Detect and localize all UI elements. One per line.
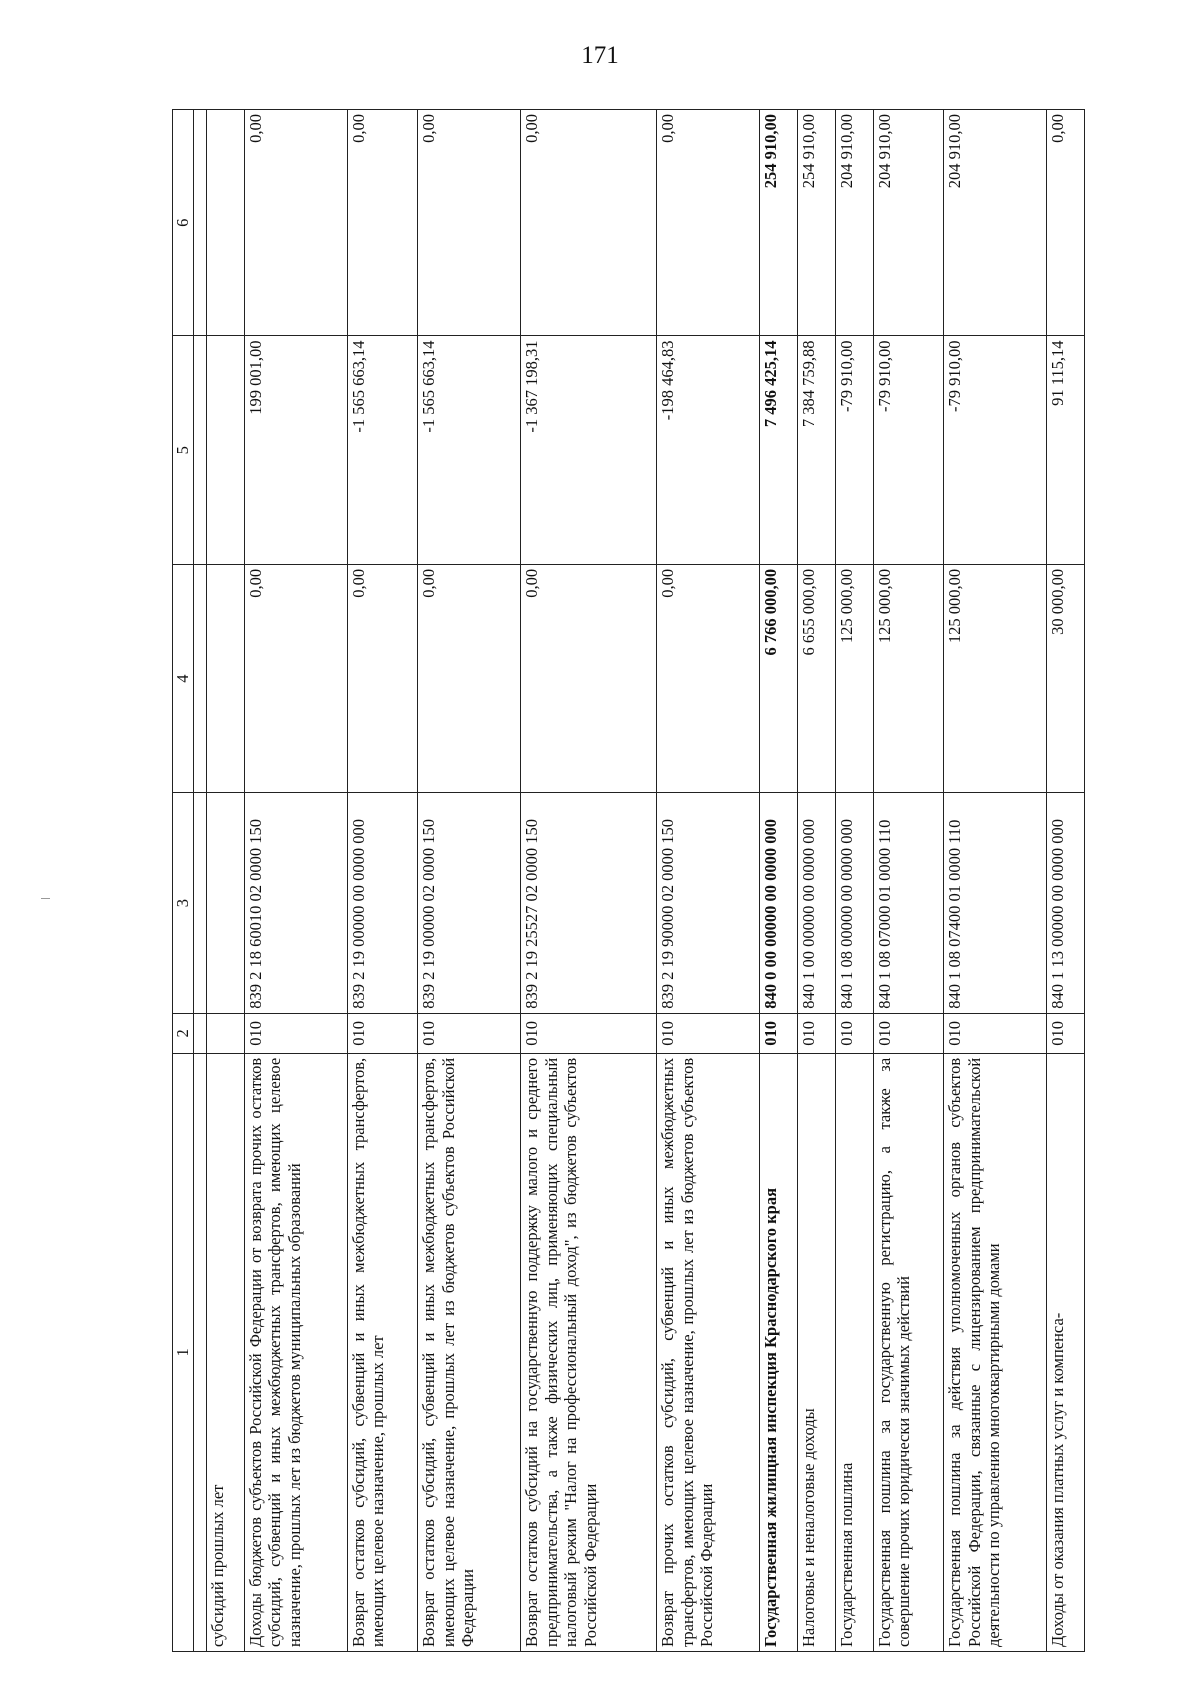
- row-value-6: 204 910,00: [873, 110, 943, 336]
- row-value-5: 91 115,14: [1047, 336, 1085, 564]
- row-value-5: -198 464,83: [657, 336, 760, 564]
- row-name: субсидий прошлых лет: [207, 1053, 245, 1651]
- row-code: 010: [347, 1013, 417, 1053]
- row-name: Возврат остатков субсидий на государственную поддержку малого и среднего предпринимательства, а также физических лиц, применяющих специальный налоговый режим "Налог на профессиональный доход", из бюджетов субъектов Российской Федерации: [521, 1053, 657, 1651]
- row-name: Возврат остатков субсидий, субвенций и иных межбюджетных трансфертов, имеющих целевое назначение, прошлых лет: [347, 1053, 417, 1651]
- table-row: [244, 110, 347, 1652]
- page-number: 171: [581, 42, 619, 69]
- row-code: 010: [418, 1013, 521, 1053]
- row-value-6: 0,00: [418, 110, 521, 336]
- row-name: Государственная жилищная инспекция Краснодарского края: [760, 1053, 798, 1651]
- row-kbk: 840 1 08 07400 01 0000 110: [944, 793, 1047, 1013]
- header-col-5: 5: [173, 336, 194, 564]
- row-code: 010: [798, 1013, 836, 1053]
- row-value-5: -79 910,00: [873, 336, 943, 564]
- scan-mark: [41, 898, 50, 899]
- row-value-6: 0,00: [244, 110, 347, 336]
- row-kbk: 839 2 19 90000 02 0000 150: [657, 793, 760, 1013]
- row-code: 010: [657, 1013, 760, 1053]
- row-value-5: 199 001,00: [244, 336, 347, 564]
- row-value-4: 0,00: [657, 564, 760, 792]
- row-name: Государственная пошлина: [835, 1053, 873, 1651]
- row-name: Налоговые и неналоговые доходы: [798, 1053, 836, 1651]
- row-value-4: [207, 564, 245, 792]
- row-code: 010: [760, 1013, 798, 1053]
- header-col-3: 3: [173, 793, 194, 1013]
- row-kbk: 839 2 18 60010 02 0000 150: [244, 793, 347, 1013]
- spacer-cell: [194, 336, 207, 564]
- row-value-4: 0,00: [521, 564, 657, 792]
- row-kbk: 840 1 08 00000 00 0000 000: [835, 793, 873, 1013]
- spacer-cell: [194, 1013, 207, 1053]
- row-name: Государственная пошлина за государственную регистрацию, а также за совершение прочих юридически значимых действий: [873, 1053, 943, 1651]
- row-value-6: 254 910,00: [798, 110, 836, 336]
- row-value-5: 7 496 425,14: [760, 336, 798, 564]
- row-value-6: [207, 110, 245, 336]
- row-value-6: 0,00: [657, 110, 760, 336]
- row-code: 010: [944, 1013, 1047, 1053]
- row-code: [207, 1013, 245, 1053]
- row-code: 010: [1047, 1013, 1085, 1053]
- header-row: [173, 110, 194, 1652]
- row-kbk: 839 2 19 00000 02 0000 150: [418, 793, 521, 1013]
- row-kbk: 840 1 08 07000 01 0000 110: [873, 793, 943, 1013]
- header-col-1: 1: [173, 1053, 194, 1651]
- table-row: [873, 110, 943, 1652]
- table-row: [1047, 110, 1085, 1652]
- header-col-4: 4: [173, 564, 194, 792]
- row-value-6: 0,00: [347, 110, 417, 336]
- row-value-4: 30 000,00: [1047, 564, 1085, 792]
- row-value-5: 7 384 759,88: [798, 336, 836, 564]
- row-value-5: -79 910,00: [944, 336, 1047, 564]
- spacer-cell: [194, 110, 207, 336]
- rotated-table-container: [172, 109, 1085, 1652]
- table-row: [835, 110, 873, 1652]
- table-row-total: [760, 110, 798, 1652]
- table-row: [418, 110, 521, 1652]
- row-value-4: 0,00: [418, 564, 521, 792]
- table-row: [521, 110, 657, 1652]
- table-row: [798, 110, 836, 1652]
- row-value-5: -79 910,00: [835, 336, 873, 564]
- row-value-6: 204 910,00: [944, 110, 1047, 336]
- row-value-4: 6 766 000,00: [760, 564, 798, 792]
- row-code: 010: [835, 1013, 873, 1053]
- row-value-4: 6 655 000,00: [798, 564, 836, 792]
- row-value-5: -1 367 198,31: [521, 336, 657, 564]
- row-name: Возврат прочих остатков субсидий, субвенций и иных межбюджетных трансфертов, имеющих целевое назначение, прошлых лет из бюджетов субъектов Российской Федерации: [657, 1053, 760, 1651]
- row-name: Государственная пошлина за действия уполномоченных органов субъектов Российской Федерации, связанные с лицензированием предпринимательской деятельности по управлению многоквартирными домами: [944, 1053, 1047, 1651]
- header-col-6: 6: [173, 110, 194, 336]
- row-kbk: 839 2 19 25527 02 0000 150: [521, 793, 657, 1013]
- row-value-4: 125 000,00: [873, 564, 943, 792]
- row-name: Доходы бюджетов субъектов Российской Федерации от возврата прочих остатков субсидий, субвенций и иных межбюджетных трансфертов, имеющих целевое назначение, прошлых лет из бюджетов муниципальных образований: [244, 1053, 347, 1651]
- row-value-4: 125 000,00: [944, 564, 1047, 792]
- header-col-2: 2: [173, 1013, 194, 1053]
- row-code: 010: [873, 1013, 943, 1053]
- table-row: [347, 110, 417, 1652]
- row-kbk: 839 2 19 00000 00 0000 000: [347, 793, 417, 1013]
- row-code: 010: [244, 1013, 347, 1053]
- row-value-6: 254 910,00: [760, 110, 798, 336]
- row-code: 010: [521, 1013, 657, 1053]
- row-value-6: 204 910,00: [835, 110, 873, 336]
- row-value-6: 0,00: [521, 110, 657, 336]
- spacer-cell: [194, 1053, 207, 1651]
- row-value-5: -1 565 663,14: [347, 336, 417, 564]
- row-kbk: 840 1 13 00000 00 0000 000: [1047, 793, 1085, 1013]
- row-name: Возврат остатков субсидий, субвенций и иных межбюджетных трансфертов, имеющих целевое назначение, прошлых лет из бюджетов субъектов Российской Федерации: [418, 1053, 521, 1651]
- row-name: Доходы от оказания платных услуг и компенса-: [1047, 1053, 1085, 1651]
- row-value-5: -1 565 663,14: [418, 336, 521, 564]
- table-row: [657, 110, 760, 1652]
- table-row: [207, 110, 245, 1652]
- row-value-4: 0,00: [347, 564, 417, 792]
- row-kbk: 840 1 00 00000 00 0000 000: [798, 793, 836, 1013]
- row-value-5: [207, 336, 245, 564]
- table-row: [944, 110, 1047, 1652]
- row-value-4: 0,00: [244, 564, 347, 792]
- row-kbk: [207, 793, 245, 1013]
- row-kbk: 840 0 00 00000 00 0000 000: [760, 793, 798, 1013]
- spacer-cell: [194, 564, 207, 792]
- row-value-4: 125 000,00: [835, 564, 873, 792]
- spacer-cell: [194, 793, 207, 1013]
- row-value-6: 0,00: [1047, 110, 1085, 336]
- header-spacer-row: [194, 110, 207, 1652]
- revenue-table: [172, 109, 1085, 1652]
